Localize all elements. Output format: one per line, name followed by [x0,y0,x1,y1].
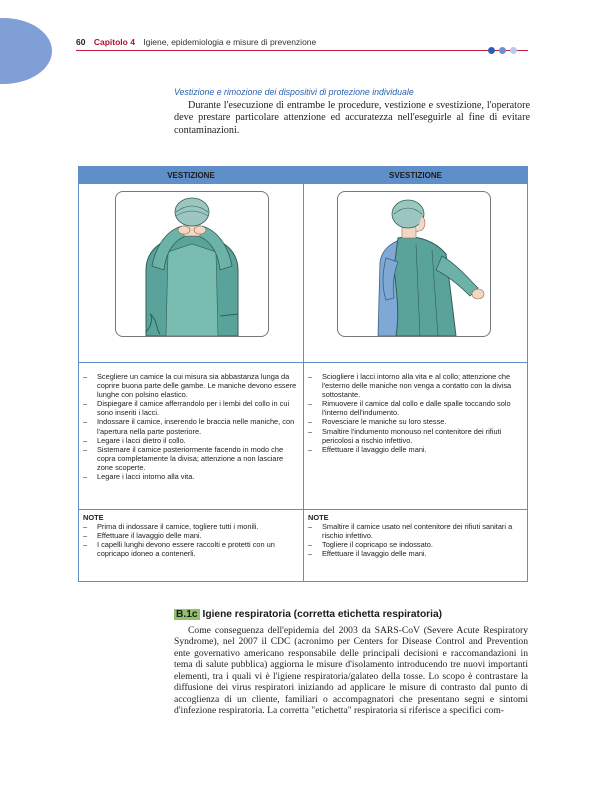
doffing-illustration [337,191,491,337]
section-number-badge: B.1c [176,609,198,620]
procedure-table [78,166,528,582]
chapter-label: Capitolo 4 [93,37,135,47]
list-item: – Effettuare il lavaggio delle mani. [83,531,299,540]
chapter-title: Igiene, epidemiologia e misure di prevenzione [143,37,317,47]
list-item: – Rovesciare le maniche su loro stesse. [308,417,521,426]
list-item: – Sistemare il camice posteriormente facendo in modo che copra completamente la divisa; attenzione a non lasciare zone scoperte. [83,445,299,472]
list-item: – Scegliere un camice la cui misura sia abbastanza lunga da coprire buona parte delle gambe. Le maniche devono essere lunghe con polsino elastico. [83,372,299,399]
list-item: – I capelli lunghi devono essere raccolti e protetti con un copricapo idoneo a contenerli. [83,540,299,558]
donning-notes [83,513,299,558]
column-header-vestizione: VESTIZIONE [167,171,215,180]
section-title: Igiene respiratoria (corretta etichetta respiratoria) [202,609,443,620]
doffing-notes [308,513,521,558]
list-item: – Effettuare il lavaggio delle mani. [308,445,521,454]
doffing-steps-list [308,372,521,454]
page-number: 60 [76,37,86,47]
list-item: – Legare i lacci dietro il collo. [83,436,299,445]
gown-donning-figure [116,192,268,336]
notes-title: NOTE [83,513,104,522]
subsection-title: Vestizione e rimozione dei dispositivi di protezione individuale [174,87,414,97]
header-dots-decoration [488,46,521,55]
header-rule [76,50,528,51]
chapter-tab-decoration [0,18,52,84]
list-item: – Effettuare il lavaggio delle mani. [308,549,521,558]
list-item: – Dispiegare il camice afferrandolo per i lembi del collo in cui sono inseriti i lacci. [83,399,299,417]
list-item: – Smaltire l'indumento monouso nel contenitore dei rifiuti pericolosi a rischio infettivo. [308,427,521,445]
section-paragraph: Come conseguenza dell'epidemia del 2003 da SARS-CoV (Severe Acute Respiratory Syndrome), nel 2007 il CDC (acronimo per Centers for Disease Control and Prevention ente governativo americano responsabile delle principali decisioni e raccomandazioni in tema di salute pubblica) aggiorna le misure d'isolamento introducendo tre nuovi importanti elementi, tra i quali vi è l'igiene respiratoria/galateo della tosse. Lo scopo è contrastare la diffusione dei virus respiratori iniziando ad applicare le misure di contrasto dal punto di accoglienza di un cliente, familiari o accompagnatori che presentano segni e sintomi d'infezione respiratoria. La corretta "etichetta" respiratoria si riferisce a specifici com- [174,625,528,717]
row-divider-notes [79,509,527,510]
list-item: – Indossare il camice, inserendo le braccia nelle maniche, con l'apertura nella parte posteriore. [83,417,299,435]
list-item: – Sciogliere i lacci intorno alla vita e al collo; attenzione che l'esterno delle maniche non venga a contatto con la divisa sottostante. [308,372,521,399]
donning-illustration [115,191,269,337]
intro-paragraph: Durante l'esecuzione di entrambe le procedure, vestizione e svestizione, l'operatore deve prestare particolare attenzione ed accuratezza nell'eseguirle al fine di evitare contaminazioni. [174,100,530,136]
list-item: – Legare i lacci intorno alla vita. [83,472,299,481]
section-heading [174,609,442,620]
list-item: – Togliere il copricapo se indossato. [308,540,521,549]
list-item: – Rimuovere il camice dal collo e dalle spalle toccando solo l'interno dell'indumento. [308,399,521,417]
column-divider [303,167,304,581]
running-header [76,37,316,47]
list-item: – Prima di indossare il camice, togliere tutti i monili. [83,522,299,531]
row-divider-figures [79,362,527,363]
donning-steps-list [83,372,299,481]
column-header-svestizione: SVESTIZIONE [389,171,442,180]
list-item: – Smaltire il camice usato nel contenitore dei rifiuti sanitari a rischio infettivo. [308,522,521,540]
gown-doffing-figure [338,192,490,336]
notes-title: NOTE [308,513,329,522]
